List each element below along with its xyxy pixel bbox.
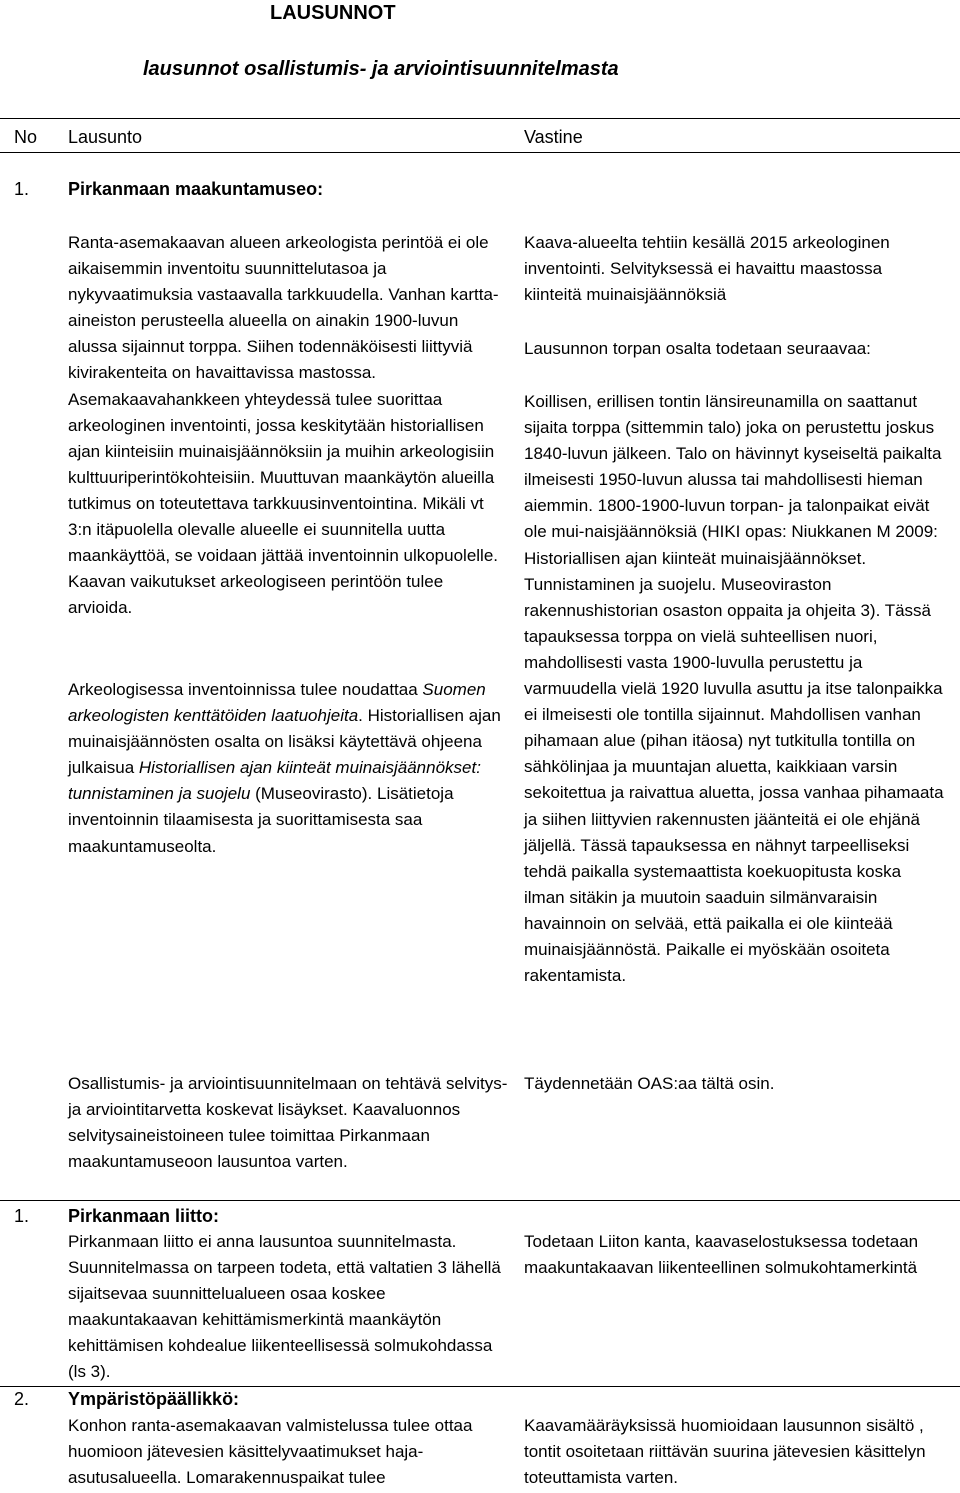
entry-1-response-p4: Täydennetään OAS:aa tältä osin. [524,1074,775,1093]
entry-1-response-p3: Koillisen, erillisen tontin länsireunamilla on saattanut sijaita torppa (sittemmin talo) joka on perustettu joskus 1840-luvun jälkeen. Talo on hävinnyt kyseiseltä paikalta ilmeisesti 1950-luvun alussa tai mahdollisesti hieman aiemmin. 1800-1900-luvun torpan- ja talonpaikat eivät ole mui-naisjäännöksiä (HIKI opas: Niukkanen M 2009: Historiallisen ajan kiinteät muinaisjäännökset. Tunnistaminen ja suojelu. Museoviraston rakennushistorian osaston oppaita ja ohjeita 3). Tässä tapauksessa torppa on vielä suhteellisen nuori, mahdollisesti vasta 1900-luvulla perustettu ja varmuudella vielä 1920 luvulla asuttu ja itse talonpaikka ei ilmeisesti ole tontilla sijainnut. Mahdollisen vanhan pihamaan alue (pihan itäosa) nyt tutkitulla tontilla on sähkölinjaa ja muuntajan aluetta, kaikkiaan varsin sekoitettua ja raivattua aluetta, jossa vanhaa pihamaata ja siihen liittyvien rakennusten jäänteitä ei ole ehjänä jäljellä. Tässä tapauksessa en nähnyt tarpeelliseksi tehdä paikalla systemaattista koekuopitusta koska ilman sitäkin ja muutoin saaduin silmänvaraisin havainnoin on selvää, että paikalla ei ole kiinteää muinaisjäännöstä. Paikalle ei myöskään osoiteta rakentamista. [524,392,944,986]
entry-3-heading: Ympäristöpäällikkö: [68,1389,240,1409]
entry-1-response-p1: Kaava-alueelta tehtiin kesällä 2015 arkeologinen inventointi. Selvityksessä ei havaittu maastossa kiinteitä muinaisjäännöksiä [524,233,890,305]
row-divider-1 [0,1200,960,1201]
entry-3-number: 2. [14,1389,30,1409]
entry-3-response: Kaavamääräyksissä huomioidaan lausunnon sisältö , tontit osoitetaan riittävän suurina jätevesien käsittelyn toteuttamista varten. [524,1416,926,1488]
header-bottom-border [0,152,960,153]
header-statement: Lausunto [68,127,143,147]
table-top-border [0,118,960,119]
entry-2-statement: Pirkanmaan liitto ei anna lausuntoa suunnitelmasta. Suunnitelmassa on tarpeen todeta, että valtatien 3 lähellä sijaitsevaa suunnittelualueen osaa koskee maakuntakaavan kehittämismerkintä maankäytön kehittämisen kohdealue liikenteellisessä solmukohdassa (ls 3). [68,1232,501,1382]
entry-2-number: 1. [14,1206,30,1226]
entry-1-statement-p3: Osallistumis- ja arviointisuunnitelmaan on tehtävä selvitys- ja arviointitarvetta koskevat lisäykset. Kaavaluonnos selvitysaineistoineen tulee toimittaa Pirkanmaan maakuntamuseoon lausuntoa varten. [68,1074,508,1172]
entry-1-statement-p2-text-b: . Historiallisen ajan muinaisjäännösten osalta on lisäksi käytettävä ohjeena julkaisua [68,706,501,778]
document-title: LAUSUNNOT [270,2,396,24]
entry-1-statement-p2 [68,677,508,860]
entry-2-heading: Pirkanmaan liitto: [68,1206,220,1226]
document-subtitle: lausunnot osallistumis- ja arviointisuunnitelmasta [143,58,619,80]
entry-3-statement: Konhon ranta-asemakaavan valmistelussa tulee ottaa huomioon jätevesien käsittelyvaatimukset haja-asutusalueella. Lomarakennuspaikat tulee [68,1416,473,1488]
entry-1-number: 1. [14,179,30,199]
entry-1-statement-p1: Ranta-asemakaavan alueen arkeologista perintöä ei ole aikaisemmin inventoitu suunnittelutasoa ja nykyvaatimuksia vastaavalla tarkkuudella. Vanhan kartta-aineiston perusteella alueella on ainakin 1900-luvun alussa sijainnut torppa. Siihen todennäköisesti liittyviä kivirakenteita on havaittavissa mastossa. Asemakaavahankkeen yhteydessä tulee suorittaa arkeologinen inventointi, jossa keskitytään historiallisen ajan kiinteisiin muinaisjäännöksiin ja muihin arkeologisiin kulttuuriperintökohteisiin. Muuttuvan maankäytön alueilla tutkimus on toteutettava tarkkuusinventointina. Mikäli vt 3:n itäpuolella olevalle alueelle ei suunnitella uutta maankäyttöä, se voidaan jättää inventoinnin ulkopuolelle. Kaavan vaikutukset arkeologiseen perintöön tulee arvioida. [68,233,499,618]
entry-2-response: Todetaan Liiton kanta, kaavaselostuksessa todetaan maakuntakaavan liikenteellinen solmukohtamerkintä [524,1232,919,1278]
header-response: Vastine [524,127,583,147]
header-no: No [14,127,38,147]
entry-1-statement-p2-ref-1: Suomen arkeologisten kenttätöiden laatuohjeita [68,680,486,726]
entry-1-statement-p2-text-c: (Museovirasto). Lisätietoja inventoinnin tilaamisesta ja suorittamisesta saa maakuntamuseolta. [68,784,454,856]
entry-1-statement-p2-ref-2: Historiallisen ajan kiinteät muinaisjäännökset: tunnistaminen ja suojelu [68,758,481,804]
entry-1-statement-p2-text-a: Arkeologisessa inventoinnissa tulee noudattaa [68,680,423,699]
entry-1-response-p2: Lausunnon torpan osalta todetaan seuraavaa: [524,339,871,358]
entry-1-heading: Pirkanmaan maakuntamuseo: [68,179,324,199]
